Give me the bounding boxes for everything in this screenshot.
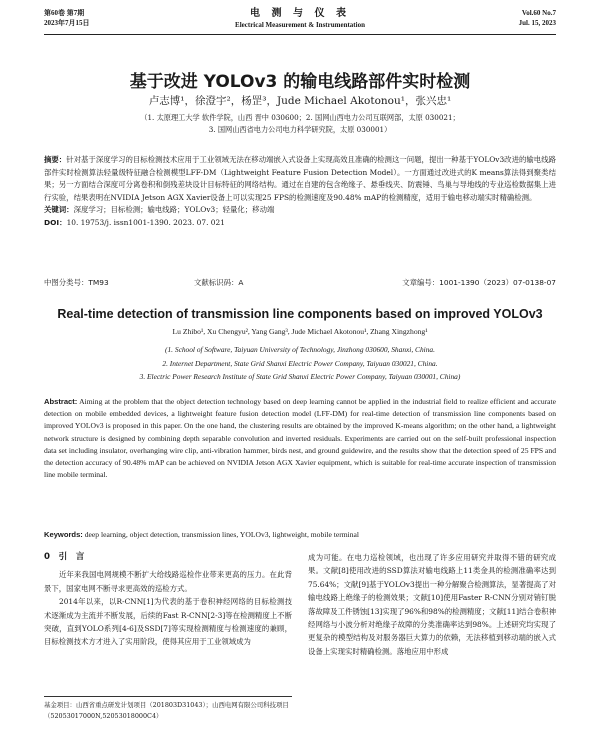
affiliations-cn (44, 112, 556, 136)
affiliation-cn-line: （1. 太原理工大学 软件学院，山西 晋中 030600；2. 国网山西电力公司互联网部，太原 030021； (140, 113, 460, 122)
abstract-cn-label: 摘要： (44, 155, 67, 164)
body-paragraph: 近年来我国电网规模不断扩大给线路巡检作业带来更高的压力。在此背景下，国家电网不断寻求更高效的巡检方式。 (44, 570, 292, 593)
running-header (44, 8, 556, 34)
abstract-en-text: Aiming at the problem that the object detection technology based on deep learning cannot be applied in the industrial field to realize efficient and accurate detection on mobile embedded devices, a lightweight feature fusion detection model (LFF-DM) for real-time detection of transmission line components based on improved YOLOv3 is proposed in this paper. On the one hand, the clustering results are obtained by the improved K-means algorithm; on the other hand, a lightweight network structure is designed by combining depth separable convolution and inverted residuals. Experiments are carried out on the self-built professional inspection data set including insulator, overhanging wire clip, anti-vibration hammer, birds nest, and ground guidewire, and the results show that the detection speed of 25 FPS and the detection accuracy of 90.48% mAP can be achieved on NVIDIA Jetson AGX Xavier equipment, which is suitable for real-time accurate inspection of transmission line mobile terminal. (44, 397, 557, 480)
keywords-cn-label: 关键词： (44, 205, 74, 215)
date-cn: 2023年7月15日 (44, 19, 90, 27)
doi-text: 10. 19753/j. issn1001-1390. 2023. 07. 021 (66, 217, 225, 227)
authors-en: Lu Zhibo¹, Xu Chengyu², Yang Gang³, Jude Michael Akotonou¹, Zhang Xingzhong¹ (172, 327, 428, 336)
funding-footnote: 基金项目：山西省重点研发计划项目（201803D31043）；山西电网有限公司科技项目（52053017000N,52053018000C4） (44, 696, 292, 722)
keywords-cn-text: 深度学习；目标检测；输电线路；YOLOv3；轻量化；移动端 (73, 205, 275, 215)
journal-name-cn: 电 测 与 仪 表 (250, 8, 350, 19)
affiliation-cn-line: 3. 国网山西省电力公司电力科学研究院，太原 030001） (208, 125, 392, 134)
body-column-left (44, 551, 292, 649)
authors-cn: 卢志博¹，徐澄宇²，杨罡³，Jude Michael Akotonou¹，张兴忠¹ (148, 95, 452, 107)
abstract-en-label: Abstract: (44, 397, 78, 406)
body-paragraph: 成为可能。在电力巡检领域，也出现了许多应用研究并取得不错的研究成果。文献[8]使用改进的SSD算法对输电线路上11类金具的检测准确率达到75.64%；文献[9]基于YOLOv3提出一种分解聚合检测算法，显著提高了对输电线路上绝缘子的检测效果；文献[10]使用Faster R-CNN分别对销钉脱落故障及工件锈蚀[13]实现了96%和98%的检测精度；文献[11]结合卷积神经网络与小波分析对绝缘子故障的分类准确率达到98%。上述研究均实现了更复杂的模型结构及对服务器巨大算力的依赖，无法移植到移动端的嵌入式设备上实现实时精确检测。落地应用中形成 (308, 553, 556, 656)
keywords-en (44, 530, 556, 539)
keywords-en-text: deep learning, object detection, transmission lines, YOLOv3, lightweight, mobile terminal (84, 530, 360, 539)
volume-en: Vol.60 No.7 (521, 9, 556, 17)
affiliations-en (44, 343, 556, 384)
affiliation-en-line: (1. School of Software, Taiyuan University of Technology, Jinzhong 030600, Shanxi, China. (165, 345, 435, 354)
title-cn: 基于改进 YOLOv3 的输电线路部件实时检测 (129, 72, 471, 92)
article-number: 文章编号：1001-1390（2023）07-0138-07 (402, 278, 556, 287)
header-right (519, 8, 556, 28)
clc-number: 中图分类号：TM93 (44, 278, 109, 287)
classification-row (44, 277, 556, 289)
affiliation-en-line: 3. Electric Power Research Institute of State Grid Shanxi Electric Power Company, Taiyuan 030001, China) (139, 372, 461, 381)
header-rule (44, 34, 556, 35)
abstract-en (44, 396, 556, 481)
affiliation-en-line: 2. Internet Department, State Grid Shanxi Electric Power Company, Taiyuan 030021, China. (162, 358, 438, 368)
body-column-right (308, 551, 556, 658)
document-code: 文献标识码：A (194, 278, 244, 287)
abstract-cn (44, 154, 556, 230)
volume-cn: 第60卷 第7期 (44, 9, 85, 17)
body-paragraph: 2014年以来，以R-CNN[1]为代表的基于卷积神经网络的目标检测技术逐渐成为主流并不断发展，后续的Fast R-CNN[2-3]等在检测精度上不断突破，直到YOLO系列[4-6]及SSD[7]等实现检测精度与检测速度的兼顾，目标检测技术方才进入了实用阶段，使得其应用于工业领域成为 (44, 597, 292, 647)
header-center (44, 8, 556, 30)
journal-name-en: Electrical Measurement & Instrumentation (235, 21, 365, 29)
section-heading: 0 引 言 (44, 552, 85, 562)
date-en: Jul. 15, 2023 (518, 19, 556, 27)
doi-label: DOI： (44, 217, 67, 227)
abstract-cn-text: 针对基于深度学习的目标检测技术应用于工业领域无法在移动端嵌入式设备上实现高效且准确的检测这一问题，提出一种基于YOLOv3改进的输电线路部件实时检测算法轻量级特征融合检测模型LFF-DM（Lightweight Feature Fusion Detection Model）。一方面通过改进式的K means算法得到聚类结果；另一方面结合深度可分离卷积和倒残差块设计目标特征的网络结构。通过在自建的包含绝缘子、悬垂线夹、防震锤、鸟巢与导地线的专业巡检数据集上进行实验，结果表明在NVIDIA Jetson AGX Xavier设备上可以实现25 FPS的检测速度及90.48% mAP的检测精度，适用于输电移动端实时精确检测。 (44, 155, 556, 202)
title-en: Real-time detection of transmission line components based on improved YOLOv3 (57, 307, 543, 321)
keywords-en-label: Keywords: (44, 530, 83, 539)
